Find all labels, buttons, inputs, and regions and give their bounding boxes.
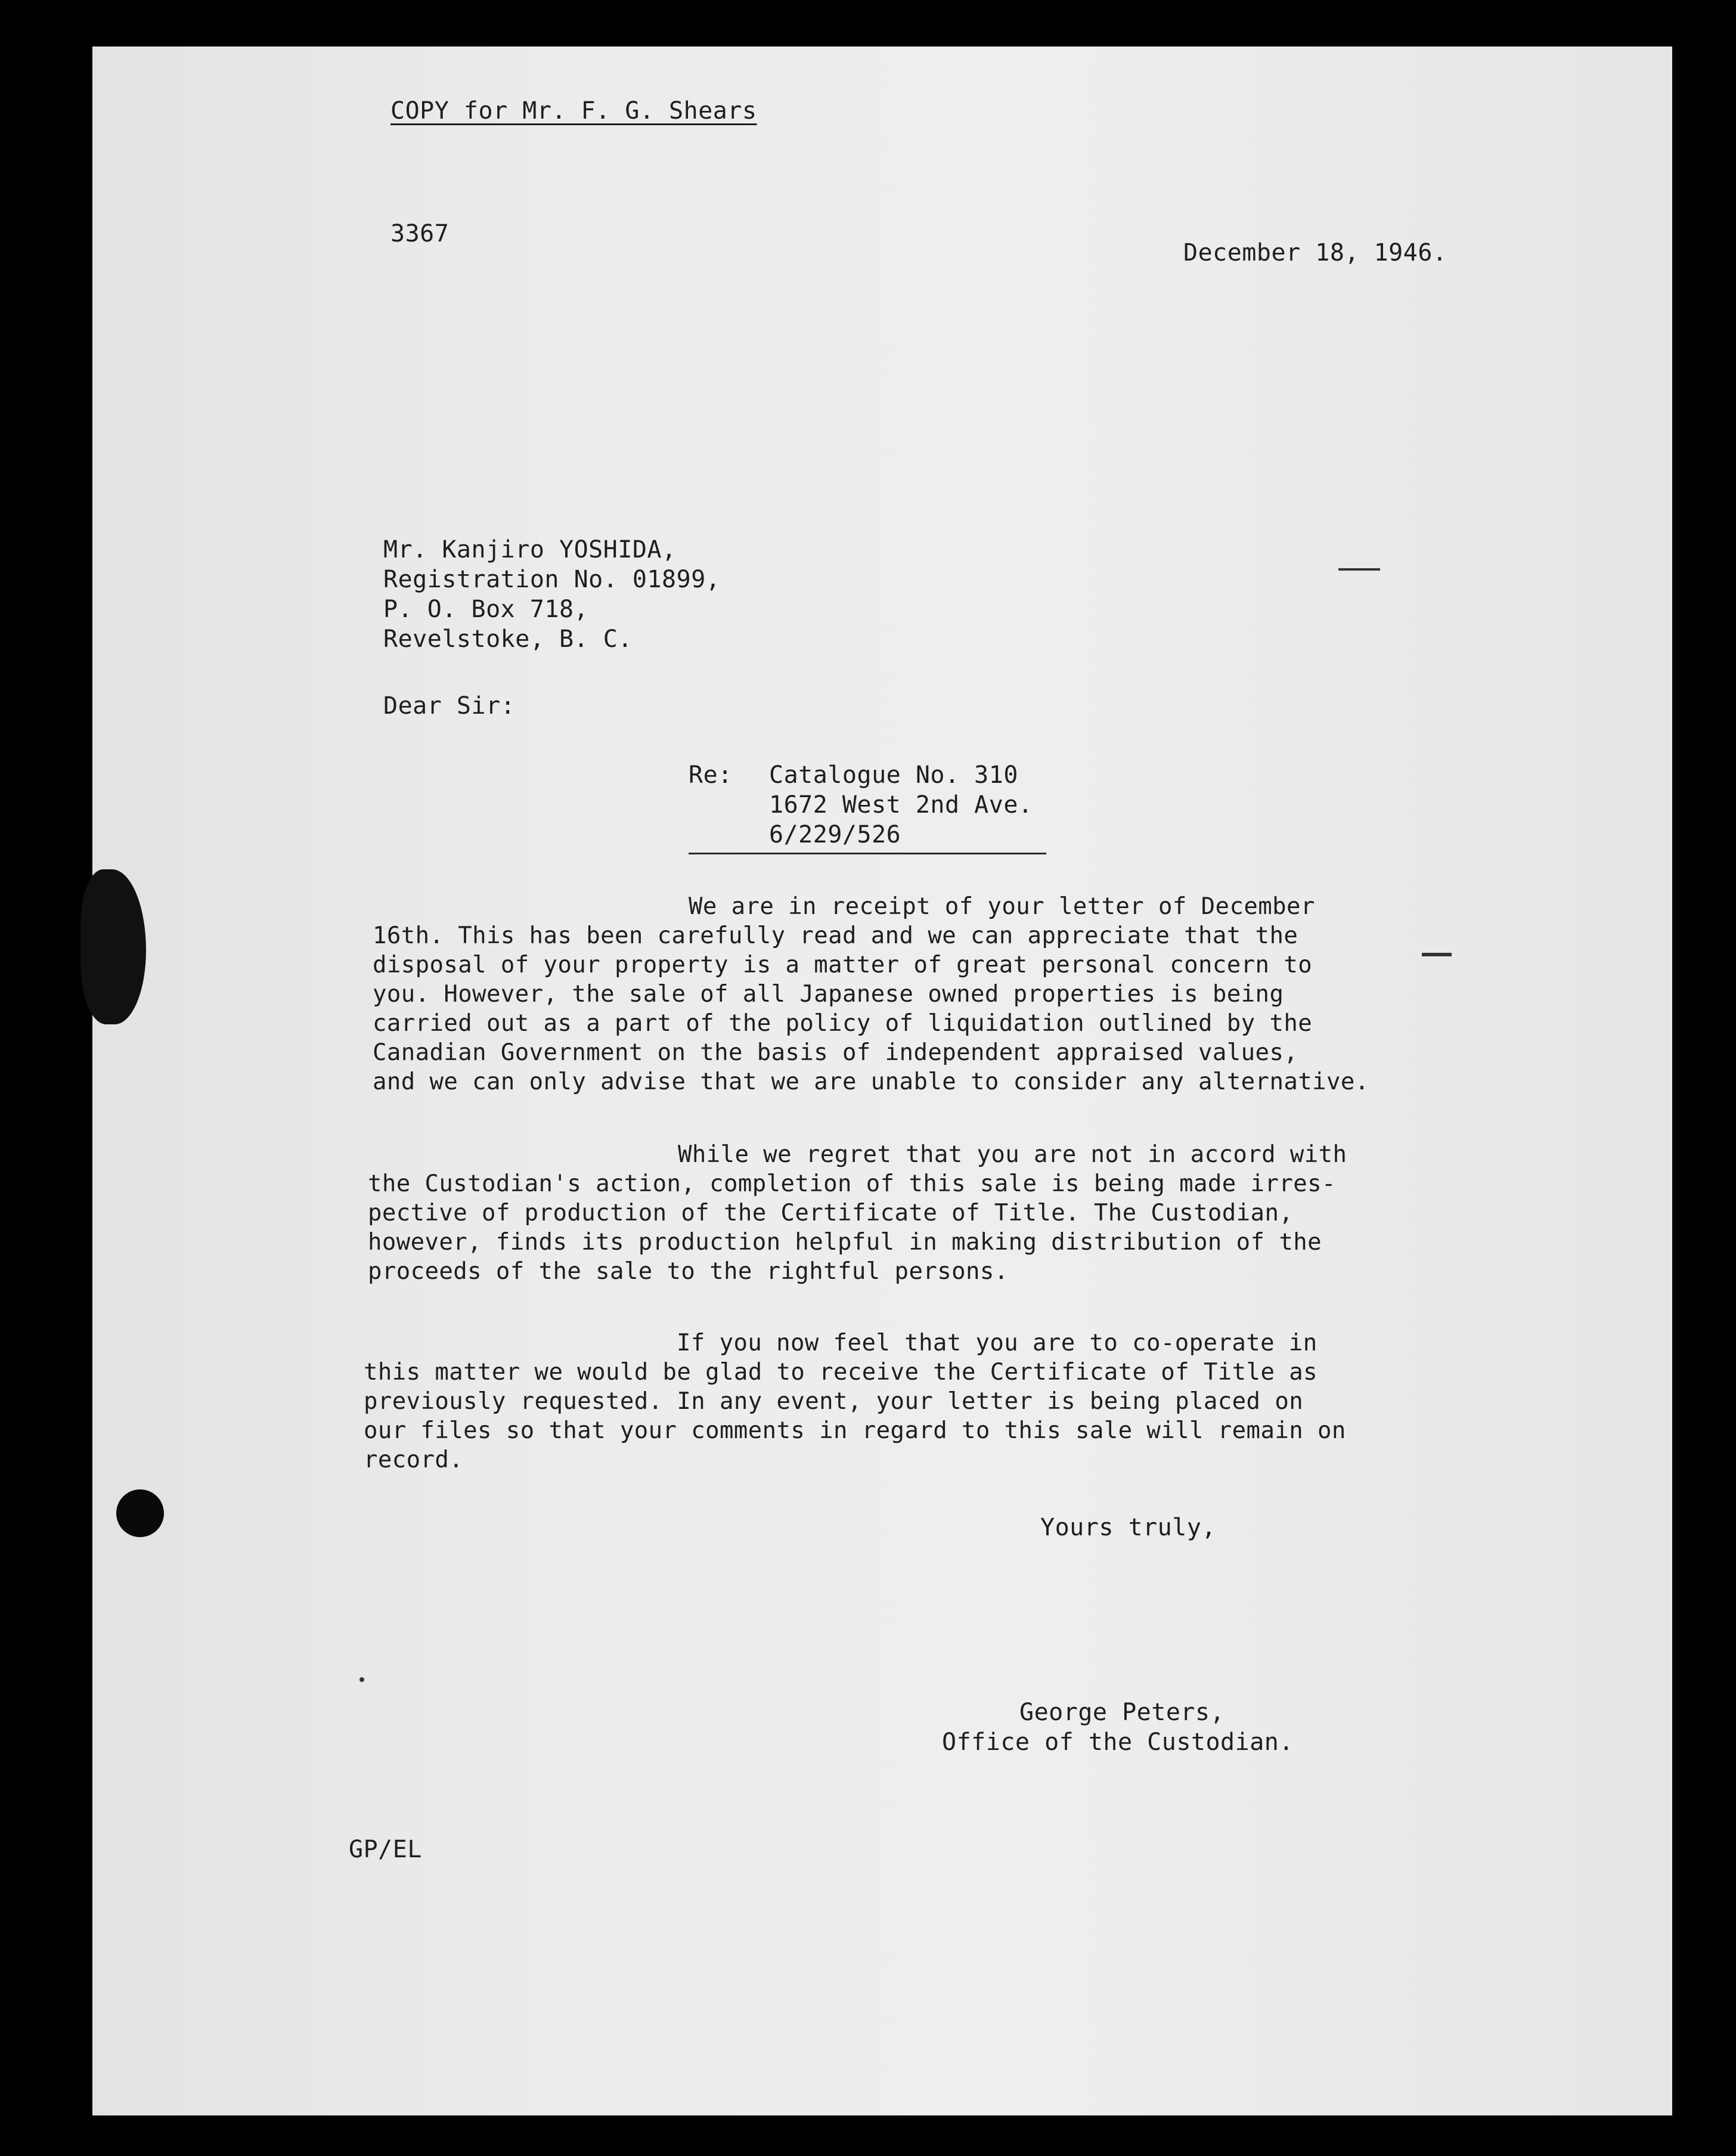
paragraph-line: you. However, the sale of all Japanese owned properties is being <box>373 981 1284 1008</box>
paragraph-line: the Custodian's action, completion of this sale is being made irres- <box>368 1170 1336 1197</box>
paragraph-line: proceeds of the sale to the rightful persons. <box>368 1258 1009 1285</box>
typist-initials: GP/EL <box>349 1836 422 1863</box>
recipient-registration: Registration No. 01899, <box>383 566 721 593</box>
subject-catalogue: Catalogue No. 310 <box>769 761 1018 789</box>
recipient-city: Revelstoke, B. C. <box>383 625 633 653</box>
ink-smudge <box>80 869 146 1024</box>
paragraph-line: If you now feel that you are to co-operate in <box>677 1330 1318 1356</box>
paragraph-line: 16th. This has been carefully read and we can appreciate that the <box>373 922 1298 949</box>
paragraph-line: We are in receipt of your letter of December <box>689 893 1315 920</box>
paragraph-line: pective of production of the Certificate of Title. The Custodian, <box>368 1200 1294 1226</box>
paragraph-line: While we regret that you are not in accord with <box>678 1141 1347 1168</box>
subject-file-number: 6/229/526 <box>769 821 901 848</box>
letter-date: December 18, 1946. <box>1183 239 1447 267</box>
paragraph-line: our files so that your comments in regard to this sale will remain on <box>364 1417 1346 1444</box>
paragraph-line: this matter we would be glad to receive the Certificate of Title as <box>364 1359 1318 1386</box>
paragraph-line: Canadian Government on the basis of independent appraised values, <box>373 1039 1298 1066</box>
signature-name: George Peters, <box>1019 1699 1225 1726</box>
body-paragraph-2 <box>368 1140 1347 1286</box>
signature-title: Office of the Custodian. <box>942 1728 1294 1756</box>
copy-line: COPY for Mr. F. G. Shears <box>390 97 757 125</box>
closing: Yours truly, <box>1040 1514 1216 1541</box>
speck <box>359 1677 364 1682</box>
paragraph-line: record. <box>364 1446 464 1473</box>
subject-prefix: Re: <box>689 761 733 789</box>
subject-rule <box>689 853 1046 854</box>
paragraph-line: however, finds its production helpful in making distribution of the <box>368 1229 1322 1256</box>
paragraph-line: carried out as a part of the policy of liquidation outlined by the <box>373 1010 1313 1037</box>
recipient-box: P. O. Box 718, <box>383 596 589 623</box>
subject-address: 1672 West 2nd Ave. <box>769 791 1033 819</box>
body-paragraph-1 <box>373 892 1369 1096</box>
punch-hole <box>116 1489 164 1537</box>
reference-number: 3367 <box>390 220 450 247</box>
margin-mark <box>1338 568 1380 571</box>
paragraph-line: disposal of your property is a matter of great personal concern to <box>373 952 1313 978</box>
paragraph-line: previously requested. In any event, your letter is being placed on <box>364 1388 1304 1415</box>
letter-page <box>92 47 1672 2115</box>
margin-mark <box>1422 953 1452 956</box>
paragraph-line: and we can only advise that we are unable to consider any alternative. <box>373 1068 1369 1095</box>
body-paragraph-3 <box>364 1328 1346 1474</box>
recipient-name: Mr. Kanjiro YOSHIDA, <box>383 536 677 563</box>
salutation: Dear Sir: <box>383 692 516 720</box>
